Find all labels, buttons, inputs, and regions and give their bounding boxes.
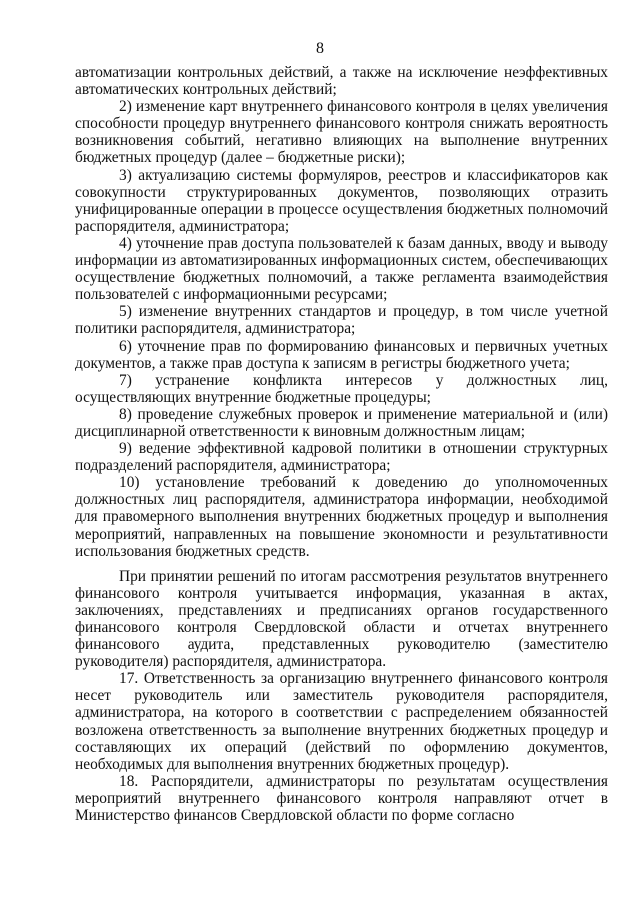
list-item-5: 5) изменение внутренних стандартов и процедур, в том числе учетной политики распорядителя, администратора; [75,303,608,338]
list-item-10: 10) установление требований к доведению до уполномоченных должностных лиц распорядителя, администратора информации, необходимой для правомерного выполнения внутренних бюджетных процедур и выполнения мероприятий, направленных на повышение экономности и результативности использования бюджетных средств. [75,474,608,560]
paragraph-decisions: При принятии решений по итогам рассмотрения результатов внутреннего финансового контроля учитывается информация, указанная в актах, заключениях, представлениях и предписаниях органов государственного финансового контроля Свердловской области и отчетах внутреннего финансового аудита, представленных руководителю (заместителю руководителя) распорядителя, администратора. [75,567,608,671]
clause-17: 17. Ответственность за организацию внутреннего финансового контроля несет руководитель или заместитель руководителя распорядителя, администратора, на которого в соответствии с распределением обязанностей возложена ответственность за выполнение внутренних бюджетных процедур и составляющих их операций (действий по оформлению документов, необходимых для выполнения внутренних бюджетных процедур). [75,670,608,773]
clause-18: 18. Распорядители, администраторы по результатам осуществления мероприятий внутреннего финансового контроля направляют отчет в Министерство финансов Свердловской области по форме согласно [75,772,608,825]
list-item-2: 2) изменение карт внутреннего финансового контроля в целях увеличения способности процедур внутреннего финансового контроля снижать вероятность возникновения событий, негативно влияющих на выполнение внутренних бюджетных процедур (далее – бюджетные риски); [75,98,608,167]
page-number: 8 [316,40,324,57]
list-item-9: 9) ведение эффективной кадровой политики в отношении структурных подразделений распорядителя, администратора; [75,440,608,475]
list-item-6: 6) уточнение прав по формированию финансовых и первичных учетных документов, а также прав доступа к записям в регистры бюджетного учета; [75,337,608,372]
document-body [75,64,608,824]
list-item-3: 3) актуализацию системы формуляров, реестров и классификаторов как совокупности структурированных документов, позволяющих отразить унифицированные операции в процессе осуществления бюджетных полномочий распорядителя, администратора; [75,166,608,235]
list-item-7: 7) устранение конфликта интересов у должностных лиц, осуществляющих внутренние бюджетные процедуры; [75,371,608,406]
list-item-8: 8) проведение служебных проверок и применение материальной и (или) дисциплинарной ответственности к виновным должностным лицам; [75,405,608,440]
list-item-4: 4) уточнение прав доступа пользователей к базам данных, вводу и выводу информации из автоматизированных информационных систем, обеспечивающих осуществление бюджетных полномочий, а также регламента взаимодействия пользователей с информационными ресурсами; [75,234,608,304]
paragraph-continued: автоматизации контрольных действий, а также на исключение неэффективных автоматических контрольных действий; [75,64,608,99]
